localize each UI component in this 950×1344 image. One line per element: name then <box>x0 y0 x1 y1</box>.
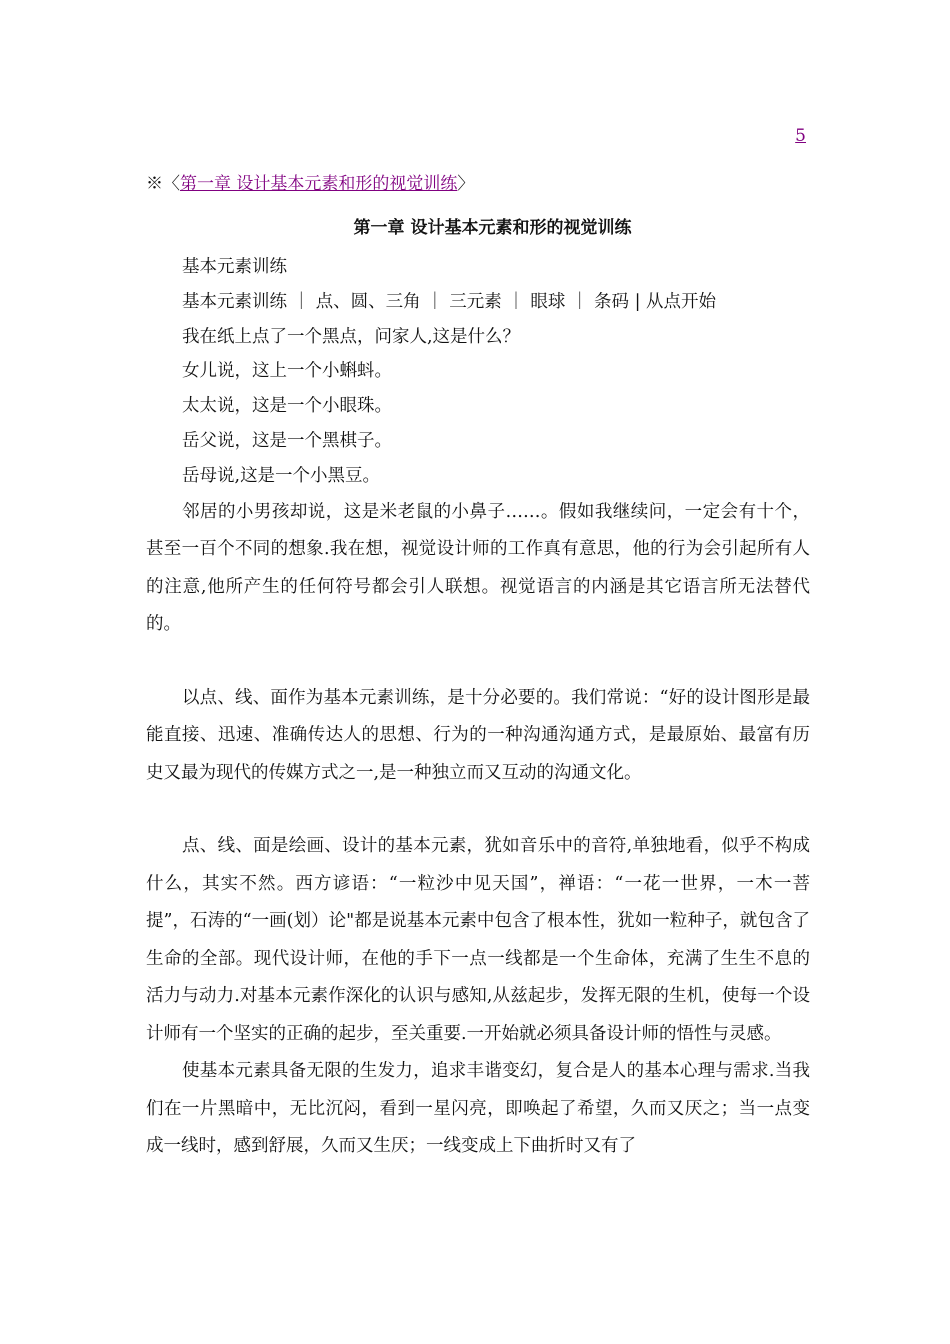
paragraph: 点、线、面是绘画、设计的基本元素，犹如音乐中的音符,单独地看，似乎不构成什么，其实不然。西方谚语：“一粒沙中见天国”，禅语：“一花一世界，一木一菩提”，石涛的“一画(划）论"都是说基本元素中包含了根本性，犹如一粒种子，就包含了生命的全部。现代设计师，在他的手下一点一线都是一个生命体，充满了生生不息的活力与动力.对基本元素作深化的认识与感知,从兹起步，发挥无限的生机，使每一个设计师有一个坚实的正确的起步，至关重要.一开始就必须具备设计师的悟性与灵感。 <box>146 836 810 1044</box>
page-number-link[interactable]: 5 <box>795 126 806 146</box>
text-line: 女儿说，这上一个小蝌蚪。 <box>182 361 392 382</box>
topic-nav-line: 基本元素训练 ｜ 点、圆、三角 ｜ 三元素 ｜ 眼球 ｜ 条码 | 从点开始 <box>182 291 717 312</box>
paragraph: 以点、线、面作为基本元素训练，是十分必要的。我们常说：“好的设计图形是最能直接、迅速、准确传达人的思想、行为的一种沟通沟通方式，是最原始、最富有历史又最为现代的传媒方式之一,是一种独立而又互动的沟通文化。 <box>146 687 810 783</box>
breadcrumb <box>146 172 474 196</box>
paragraph-spacer <box>146 644 810 680</box>
breadcrumb-prefix: ※〈 <box>146 174 180 194</box>
paragraph: 邻居的小男孩却说，这是米老鼠的小鼻子……。假如我继续问，一定会有十个，甚至一百个不同的想象.我在想，视觉设计师的工作真有意思，他的行为会引起所有人的注意,他所产生的任何符号都会引人联想。视觉语言的内涵是其它语言所无法替代的。 <box>146 501 810 635</box>
text-line: 岳母说,这是一个小黑豆。 <box>182 465 381 486</box>
chapter-link[interactable]: 第一章 设计基本元素和形的视觉训练 <box>180 174 458 194</box>
paragraph-spacer <box>146 792 810 828</box>
text-line: 太太说，这是一个小眼珠。 <box>182 396 392 417</box>
breadcrumb-suffix: 〉 <box>457 174 475 194</box>
paragraph: 使基本元素具备无限的生发力，追求丰谐变幻，复合是人的基本心理与需求.当我们在一片黑暗中，无比沉闷，看到一星闪亮，即唤起了希望，久而又厌之；当一点变成一线时，感到舒展，久而又生厌；一线变成上下曲折时又有了 <box>146 1061 810 1157</box>
text-line: 我在纸上点了一个黑点，问家人,这是什么？ <box>182 326 521 347</box>
chapter-title: 第一章 设计基本元素和形的视觉训练 <box>353 218 632 238</box>
document-body <box>146 250 810 1166</box>
section-heading: 基本元素训练 <box>182 257 287 277</box>
text-line: 岳父说，这是一个黑棋子。 <box>182 430 392 451</box>
